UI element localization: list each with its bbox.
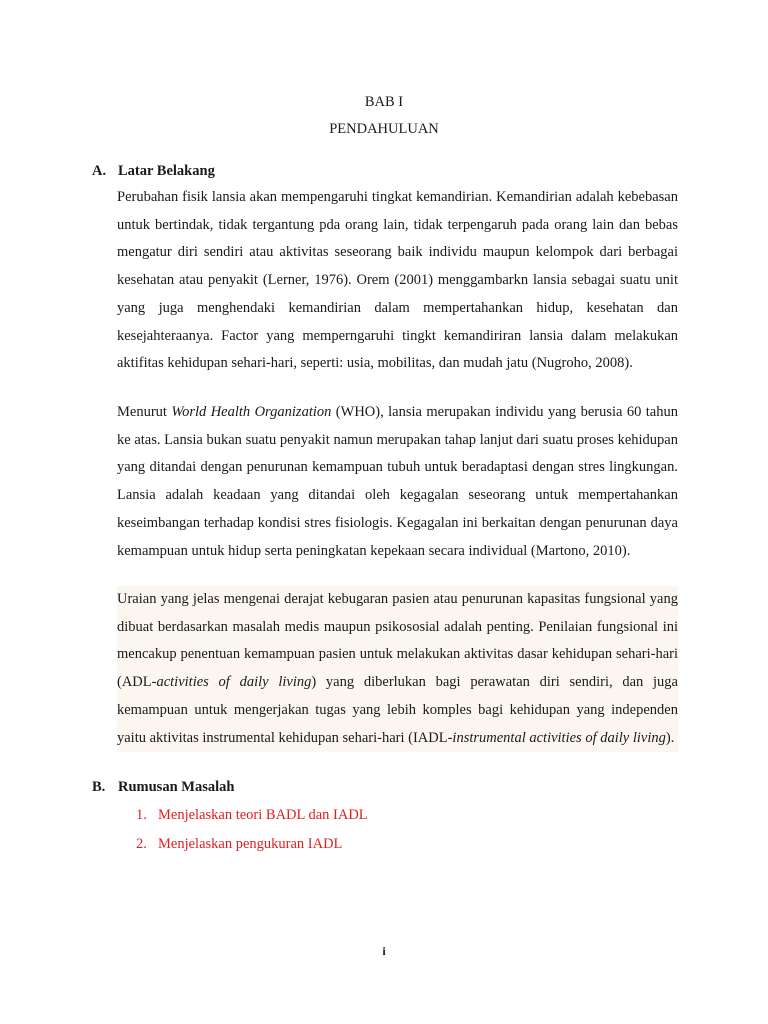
paragraph-2 bbox=[117, 399, 678, 565]
page-number: i bbox=[382, 944, 386, 958]
problem-list bbox=[136, 805, 368, 863]
paragraph-2-italic: World Health Organization bbox=[171, 404, 332, 420]
paragraph-2-text-a: Menurut bbox=[117, 404, 172, 420]
paragraph-3-text-c: ). bbox=[665, 729, 675, 746]
paragraph-3-italic-b: instrumental activities of daily living bbox=[452, 729, 666, 746]
list-item-text: Menjelaskan teori BADL dan IADL bbox=[158, 807, 368, 823]
section-a-title: Latar Belakang bbox=[118, 163, 215, 179]
list-item bbox=[136, 805, 368, 834]
list-item bbox=[136, 834, 368, 863]
paragraph-3 bbox=[117, 586, 678, 752]
list-item-number: 1. bbox=[136, 807, 147, 823]
paragraph-1: Perubahan fisik lansia akan mempengaruhi tingkat kemandirian. Kemandirian adalah kebebasan untuk bertindak, tidak tergantung pda orang lain, tidak terpengaruh pada orang lain dan bebas mengatur diri sendiri atau aktivitas seseorang baik individu maupun kelompok dari berbagai kesehatan atau penyakit (Lerner, 1976). Orem (2001) menggambarkn lansia sebagai suatu unit yang juga menghendaki kemandirian dalam mempertahankan hidup, kesehatan dan kesejahteraanya. Factor yang memperngaruhi tingkt kemandiriran lansia dalam melakukan aktifitas kehidupan sehari-hari, seperti: usia, mobilitas, dan mudah jatu (Nugroho, 2008). bbox=[117, 189, 678, 372]
section-b-title: Rumusan Masalah bbox=[118, 779, 235, 795]
chapter-title: BAB I bbox=[364, 94, 404, 110]
section-a-heading bbox=[92, 163, 215, 180]
paragraph-3-text-a: Uraian yang jelas mengenai derajat kebugaran pasien atau penurunan kapasitas fungsional yang dibuat berdasarkan masalah medis maupun psikososial adalah penting. Penilaian fungsional ini mencakup penentuan kemampuan pasien untuk melakukan aktivitas dasar kehidupan sehari-hari (ADL- bbox=[117, 591, 678, 691]
paragraph-3-italic-a: activities of daily living bbox=[156, 674, 312, 691]
section-b-heading bbox=[92, 779, 234, 796]
chapter-subtitle: PENDAHULUAN bbox=[329, 121, 439, 137]
section-a-label: A. bbox=[92, 163, 107, 179]
section-b-label: B. bbox=[92, 779, 106, 795]
list-item-number: 2. bbox=[136, 836, 147, 852]
list-item-text: Menjelaskan pengukuran IADL bbox=[158, 836, 343, 852]
paragraph-3-text-b: ) yang diberlukan bagi perawatan diri sendiri, dan juga kemampuan untuk mengerjakan tugas yang lebih komples bagi kehidupan yang independen yaitu aktivitas instrumental kehidupan sehari-hari (IADL- bbox=[117, 674, 678, 746]
paragraph-2-text-b: (WHO), lansia merupakan individu yang berusia 60 tahun ke atas. Lansia bukan suatu penyakit namun merupakan tahap lanjut dari suatu proses kehidupan yang ditandai dengan penurunan kemampuan tubuh untuk beradaptasi dengan stres lingkungan. Lansia adalah keadaan yang ditandai oleh kegagalan seseorang untuk mempertahankan keseimbangan terhadap kondisi stres fisiologis. Kegagalan ini berkaitan dengan penurunan daya kemampuan untuk hidup serta peningkatan kepekaan secara individual (Martono, 2010). bbox=[117, 404, 678, 559]
